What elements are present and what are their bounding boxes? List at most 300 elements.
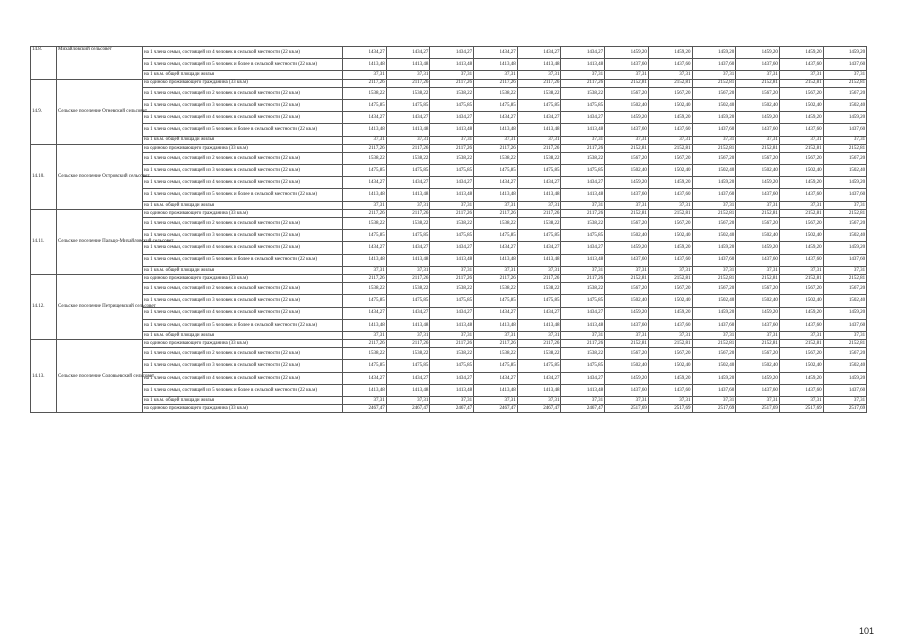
- value-cell: 1567,20: [736, 348, 780, 360]
- value-cell: 37,31: [605, 136, 649, 144]
- value-cell: 1434,27: [430, 372, 474, 384]
- value-cell: 1538,22: [430, 283, 474, 295]
- settlement-name-cell: Сельское поселение Соловьевский сельсовет: [57, 340, 143, 413]
- value-cell: 1459,20: [779, 307, 823, 319]
- table-row: [31, 59, 867, 71]
- category-cell: на одиноко проживающего гражданина (33 кв.м): [143, 209, 343, 217]
- settlement-name-cell: Сельское поселение Петрищевский сельсовет: [57, 274, 143, 339]
- value-cell: 2152,81: [605, 340, 649, 348]
- value-cell: 1413,48: [517, 59, 561, 71]
- value-cell: 1413,48: [430, 59, 474, 71]
- value-cell: 1413,48: [430, 124, 474, 136]
- value-cell: 2117,26: [343, 340, 387, 348]
- value-cell: 1434,27: [386, 177, 430, 189]
- table-row: [31, 165, 867, 177]
- value-cell: 1459,20: [648, 47, 692, 59]
- value-cell: 1502,40: [823, 230, 867, 242]
- value-cell: 1437,60: [779, 189, 823, 201]
- value-cell: 37,31: [736, 266, 780, 274]
- value-cell: 1538,22: [561, 87, 605, 99]
- value-cell: 2117,26: [343, 274, 387, 282]
- value-cell: 1437,60: [736, 59, 780, 71]
- value-cell: 2117,26: [517, 144, 561, 152]
- value-cell: 1502,40: [779, 165, 823, 177]
- value-cell: 1434,27: [561, 372, 605, 384]
- category-cell: на 1 члена семьи, состоящей из 5 человек и более в сельской местности (22 кв.м): [143, 124, 343, 136]
- row-number-cell: 14.12.: [31, 274, 57, 339]
- category-cell: на одиноко проживающего гражданина (33 кв.м): [143, 405, 343, 413]
- value-cell: 37,31: [692, 201, 736, 209]
- value-cell: 37,31: [343, 397, 387, 405]
- value-cell: 37,31: [430, 266, 474, 274]
- value-cell: 37,31: [779, 331, 823, 339]
- value-cell: 1475,85: [430, 99, 474, 111]
- value-cell: 37,31: [386, 331, 430, 339]
- category-cell: на 1 члена семьи, состоящей из 5 человек и более в сельской местности (22 кв.м): [143, 59, 343, 71]
- table-body: [31, 47, 867, 413]
- value-cell: 1502,40: [605, 360, 649, 372]
- value-cell: 1459,20: [692, 47, 736, 59]
- value-cell: 1538,22: [517, 87, 561, 99]
- value-cell: 1413,48: [430, 254, 474, 266]
- value-cell: 1459,20: [692, 112, 736, 124]
- value-cell: 1437,60: [605, 319, 649, 331]
- table-row: [31, 266, 867, 274]
- value-cell: 1437,60: [823, 189, 867, 201]
- value-cell: 1475,85: [430, 165, 474, 177]
- value-cell: 37,31: [517, 331, 561, 339]
- value-cell: 2467,47: [474, 405, 518, 413]
- value-cell: 1434,27: [561, 112, 605, 124]
- value-cell: 2152,81: [779, 340, 823, 348]
- value-cell: 1538,22: [474, 348, 518, 360]
- value-cell: 2117,26: [386, 209, 430, 217]
- row-number-cell: 14.8.: [31, 47, 57, 80]
- settlement-name-cell: Михайловский сельсовет: [57, 47, 143, 80]
- value-cell: 1459,20: [692, 372, 736, 384]
- row-number-cell: 14.10.: [31, 144, 57, 209]
- table-row: [31, 218, 867, 230]
- value-cell: 2152,81: [692, 79, 736, 87]
- value-cell: 1437,60: [692, 254, 736, 266]
- value-cell: 1434,27: [561, 47, 605, 59]
- value-cell: 1434,27: [343, 112, 387, 124]
- value-cell: 2117,26: [430, 79, 474, 87]
- value-cell: 1567,20: [823, 283, 867, 295]
- value-cell: 1475,85: [386, 360, 430, 372]
- value-cell: 1434,27: [561, 242, 605, 254]
- value-cell: 2117,26: [386, 79, 430, 87]
- value-cell: 1567,20: [823, 348, 867, 360]
- value-cell: 1413,48: [386, 189, 430, 201]
- value-cell: 37,31: [823, 266, 867, 274]
- value-cell: 1538,22: [517, 348, 561, 360]
- value-cell: 37,31: [605, 71, 649, 79]
- value-cell: 1502,40: [823, 165, 867, 177]
- settlement-name-cell: Сельское поселение Пальцо-Михайловский сельсовет: [57, 209, 143, 274]
- value-cell: 1502,40: [648, 295, 692, 307]
- value-cell: 1475,85: [561, 360, 605, 372]
- value-cell: 2152,81: [648, 340, 692, 348]
- value-cell: 2117,26: [561, 209, 605, 217]
- value-cell: 1567,20: [605, 87, 649, 99]
- table-row: [31, 254, 867, 266]
- value-cell: 1475,85: [474, 165, 518, 177]
- value-cell: 1538,22: [517, 218, 561, 230]
- value-cell: 1434,27: [430, 47, 474, 59]
- value-cell: 1413,48: [517, 319, 561, 331]
- table-row: [31, 87, 867, 99]
- value-cell: 1567,20: [605, 152, 649, 164]
- table-row: [31, 144, 867, 152]
- value-cell: 1413,48: [386, 254, 430, 266]
- value-cell: 1538,22: [386, 218, 430, 230]
- value-cell: 1459,20: [736, 372, 780, 384]
- value-cell: 1502,40: [648, 99, 692, 111]
- value-cell: 1475,85: [561, 165, 605, 177]
- value-cell: 37,31: [823, 201, 867, 209]
- category-cell: на 1 члена семьи, состоящей из 5 человек и более в сельской местности (22 кв.м): [143, 254, 343, 266]
- value-cell: 1475,85: [343, 165, 387, 177]
- value-cell: 1567,20: [823, 218, 867, 230]
- value-cell: 1437,60: [779, 319, 823, 331]
- value-cell: 1538,22: [561, 348, 605, 360]
- value-cell: 37,31: [605, 266, 649, 274]
- value-cell: 37,31: [561, 331, 605, 339]
- table-row: [31, 152, 867, 164]
- category-cell: на 1 члена семьи, состоящей из 4 человек в сельской местности (22 кв.м): [143, 242, 343, 254]
- value-cell: 2117,26: [386, 144, 430, 152]
- value-cell: 1567,20: [605, 283, 649, 295]
- value-cell: 37,31: [692, 266, 736, 274]
- value-cell: 1434,27: [430, 242, 474, 254]
- value-cell: 1413,48: [343, 384, 387, 396]
- value-cell: 1538,22: [561, 152, 605, 164]
- value-cell: 1502,40: [736, 230, 780, 242]
- table-row: [31, 99, 867, 111]
- value-cell: 1434,27: [517, 177, 561, 189]
- value-cell: 1437,60: [823, 319, 867, 331]
- value-cell: 1434,27: [343, 307, 387, 319]
- table-row: [31, 201, 867, 209]
- value-cell: 1434,27: [430, 307, 474, 319]
- value-cell: 2117,26: [343, 79, 387, 87]
- table-row: [31, 136, 867, 144]
- table-row: [31, 112, 867, 124]
- value-cell: 2117,26: [386, 340, 430, 348]
- value-cell: 1459,20: [823, 307, 867, 319]
- value-cell: 37,31: [430, 136, 474, 144]
- value-cell: 37,31: [692, 331, 736, 339]
- value-cell: 1413,48: [561, 384, 605, 396]
- value-cell: 2467,47: [430, 405, 474, 413]
- value-cell: 1475,85: [517, 360, 561, 372]
- value-cell: 1567,20: [692, 348, 736, 360]
- value-cell: 37,31: [343, 71, 387, 79]
- value-cell: 1434,27: [343, 47, 387, 59]
- value-cell: 2152,81: [605, 79, 649, 87]
- row-number-cell: 14.9.: [31, 79, 57, 144]
- value-cell: 37,31: [517, 71, 561, 79]
- value-cell: 1437,60: [605, 124, 649, 136]
- table-row: [31, 177, 867, 189]
- value-cell: 2152,81: [736, 79, 780, 87]
- value-cell: 1434,27: [386, 242, 430, 254]
- value-cell: 1567,20: [648, 87, 692, 99]
- value-cell: 1459,20: [648, 372, 692, 384]
- value-cell: 1502,40: [648, 230, 692, 242]
- value-cell: 1437,60: [648, 319, 692, 331]
- value-cell: 2117,26: [474, 79, 518, 87]
- value-cell: 1502,40: [648, 360, 692, 372]
- value-cell: 1413,48: [561, 124, 605, 136]
- value-cell: 1437,60: [692, 124, 736, 136]
- value-cell: 1437,60: [692, 189, 736, 201]
- value-cell: 1567,20: [692, 218, 736, 230]
- value-cell: 1567,20: [823, 87, 867, 99]
- value-cell: 2117,26: [561, 79, 605, 87]
- value-cell: 1538,22: [343, 283, 387, 295]
- value-cell: 1502,40: [736, 295, 780, 307]
- category-cell: на 1 члена семьи, состоящей из 4 человек в сельской местности (22 кв.м): [143, 372, 343, 384]
- value-cell: 1413,48: [386, 319, 430, 331]
- value-cell: 1459,20: [823, 242, 867, 254]
- value-cell: 37,31: [343, 136, 387, 144]
- table-row: [31, 348, 867, 360]
- value-cell: 1475,85: [343, 360, 387, 372]
- value-cell: 1475,85: [343, 230, 387, 242]
- value-cell: 1413,48: [474, 189, 518, 201]
- value-cell: 1567,20: [648, 283, 692, 295]
- value-cell: 1538,22: [386, 283, 430, 295]
- value-cell: 1437,60: [779, 59, 823, 71]
- value-cell: 1538,22: [517, 283, 561, 295]
- value-cell: 1413,48: [343, 124, 387, 136]
- value-cell: 37,31: [474, 331, 518, 339]
- value-cell: 1434,27: [430, 177, 474, 189]
- value-cell: 37,31: [343, 201, 387, 209]
- value-cell: 2152,81: [823, 340, 867, 348]
- value-cell: 2467,47: [343, 405, 387, 413]
- table-row: [31, 209, 867, 217]
- value-cell: 1459,20: [648, 177, 692, 189]
- value-cell: 1437,60: [736, 384, 780, 396]
- settlement-name-cell: Сельское поселение Огневский сельсовет: [57, 79, 143, 144]
- value-cell: 37,31: [692, 136, 736, 144]
- value-cell: 37,31: [648, 397, 692, 405]
- value-cell: 1434,27: [474, 177, 518, 189]
- value-cell: 2152,81: [779, 209, 823, 217]
- value-cell: 1459,20: [779, 242, 823, 254]
- value-cell: 1475,85: [474, 295, 518, 307]
- value-cell: 1567,20: [648, 348, 692, 360]
- value-cell: 1437,60: [823, 124, 867, 136]
- value-cell: 1502,40: [605, 295, 649, 307]
- value-cell: 1502,40: [605, 230, 649, 242]
- category-cell: на 1 кв.м. общей площади жилья: [143, 71, 343, 79]
- value-cell: 1437,60: [692, 59, 736, 71]
- value-cell: 1502,40: [736, 165, 780, 177]
- value-cell: 2152,81: [648, 79, 692, 87]
- value-cell: 1413,48: [474, 59, 518, 71]
- value-cell: 1437,60: [823, 384, 867, 396]
- value-cell: 1567,20: [736, 87, 780, 99]
- value-cell: 1437,60: [648, 189, 692, 201]
- value-cell: 1434,27: [517, 112, 561, 124]
- value-cell: 1413,48: [561, 319, 605, 331]
- value-cell: 37,31: [561, 71, 605, 79]
- category-cell: на 1 члена семьи, состоящей из 3 человек в сельской местности (22 кв.м): [143, 295, 343, 307]
- value-cell: 1413,48: [430, 384, 474, 396]
- value-cell: 37,31: [474, 136, 518, 144]
- value-cell: 1413,48: [386, 59, 430, 71]
- value-cell: 1413,48: [474, 384, 518, 396]
- value-cell: 37,31: [561, 397, 605, 405]
- value-cell: 1434,27: [517, 242, 561, 254]
- value-cell: 1502,40: [692, 360, 736, 372]
- value-cell: 1459,20: [692, 307, 736, 319]
- value-cell: 1459,20: [605, 177, 649, 189]
- value-cell: 2117,26: [561, 340, 605, 348]
- value-cell: 1475,85: [430, 360, 474, 372]
- value-cell: 1434,27: [474, 242, 518, 254]
- value-cell: 1459,20: [736, 112, 780, 124]
- value-cell: 1475,85: [517, 165, 561, 177]
- value-cell: 1475,85: [561, 230, 605, 242]
- value-cell: 2152,81: [692, 209, 736, 217]
- value-cell: 1413,48: [343, 254, 387, 266]
- value-cell: 1567,20: [736, 283, 780, 295]
- value-cell: 1538,22: [474, 283, 518, 295]
- value-cell: 1459,20: [823, 177, 867, 189]
- value-cell: 1437,60: [779, 384, 823, 396]
- value-cell: 1567,20: [605, 348, 649, 360]
- value-cell: 1437,60: [648, 384, 692, 396]
- value-cell: 2152,81: [692, 340, 736, 348]
- value-cell: 1538,22: [343, 87, 387, 99]
- value-cell: 1502,40: [692, 295, 736, 307]
- category-cell: на 1 члена семьи, состоящей из 5 человек и более в сельской местности (22 кв.м): [143, 189, 343, 201]
- value-cell: 1475,85: [517, 99, 561, 111]
- value-cell: 1475,85: [561, 99, 605, 111]
- value-cell: 1413,48: [561, 254, 605, 266]
- value-cell: 37,31: [823, 331, 867, 339]
- value-cell: 1437,60: [736, 124, 780, 136]
- value-cell: 37,31: [474, 71, 518, 79]
- value-cell: 1538,22: [561, 283, 605, 295]
- value-cell: 2117,26: [517, 274, 561, 282]
- value-cell: 1434,27: [561, 177, 605, 189]
- value-cell: 37,31: [386, 71, 430, 79]
- table-row: [31, 319, 867, 331]
- value-cell: 1567,20: [779, 218, 823, 230]
- value-cell: 1502,40: [605, 99, 649, 111]
- value-cell: 1434,27: [474, 307, 518, 319]
- value-cell: 1459,20: [823, 372, 867, 384]
- value-cell: 37,31: [561, 201, 605, 209]
- category-cell: на 1 члена семьи, состоящей из 3 человек в сельской местности (22 кв.м): [143, 230, 343, 242]
- category-cell: на одиноко проживающего гражданина (33 кв.м): [143, 79, 343, 87]
- value-cell: 1413,48: [343, 59, 387, 71]
- value-cell: 2117,26: [517, 79, 561, 87]
- table-row: [31, 47, 867, 59]
- value-cell: 1502,40: [823, 360, 867, 372]
- value-cell: 1475,85: [474, 99, 518, 111]
- value-cell: 37,31: [823, 136, 867, 144]
- value-cell: 2117,26: [430, 340, 474, 348]
- value-cell: 2117,26: [561, 274, 605, 282]
- value-cell: 1459,20: [605, 242, 649, 254]
- value-cell: 2152,81: [648, 209, 692, 217]
- value-cell: 1502,40: [692, 165, 736, 177]
- value-cell: 1459,20: [823, 47, 867, 59]
- value-cell: 2517,69: [823, 405, 867, 413]
- value-cell: 1459,20: [648, 242, 692, 254]
- value-cell: 2152,81: [648, 274, 692, 282]
- category-cell: на 1 члена семьи, состоящей из 2 человек в сельской местности (22 кв.м): [143, 152, 343, 164]
- value-cell: 1538,22: [474, 87, 518, 99]
- value-cell: 1437,60: [605, 189, 649, 201]
- value-cell: 37,31: [343, 331, 387, 339]
- value-cell: 1459,20: [605, 112, 649, 124]
- table-row: [31, 79, 867, 87]
- value-cell: 1475,85: [430, 295, 474, 307]
- value-cell: 2467,47: [561, 405, 605, 413]
- table-row: [31, 384, 867, 396]
- value-cell: 1437,60: [736, 319, 780, 331]
- table-row: [31, 405, 867, 413]
- value-cell: 37,31: [779, 266, 823, 274]
- value-cell: 1567,20: [648, 152, 692, 164]
- value-cell: 2117,26: [474, 340, 518, 348]
- value-cell: 2517,69: [779, 405, 823, 413]
- value-cell: 1437,60: [648, 59, 692, 71]
- value-cell: 1437,60: [736, 254, 780, 266]
- value-cell: 1434,27: [517, 372, 561, 384]
- category-cell: на 1 члена семьи, состоящей из 2 человек в сельской местности (22 кв.м): [143, 348, 343, 360]
- value-cell: 2117,26: [517, 209, 561, 217]
- value-cell: 1538,22: [430, 218, 474, 230]
- value-cell: 37,31: [823, 71, 867, 79]
- value-cell: 37,31: [605, 397, 649, 405]
- value-cell: 37,31: [779, 397, 823, 405]
- value-cell: 1413,48: [561, 189, 605, 201]
- value-cell: 1475,85: [343, 295, 387, 307]
- table-row: [31, 331, 867, 339]
- category-cell: на 1 члена семьи, состоящей из 3 человек в сельской местности (22 кв.м): [143, 99, 343, 111]
- value-cell: 2152,81: [823, 274, 867, 282]
- value-cell: 2117,26: [430, 209, 474, 217]
- value-cell: 37,31: [386, 201, 430, 209]
- value-cell: 2117,26: [343, 144, 387, 152]
- value-cell: 1459,20: [736, 242, 780, 254]
- value-cell: 1437,60: [736, 189, 780, 201]
- value-cell: 1538,22: [561, 218, 605, 230]
- value-cell: 2117,26: [561, 144, 605, 152]
- value-cell: 2117,26: [343, 209, 387, 217]
- value-cell: 1413,48: [474, 319, 518, 331]
- value-cell: 1538,22: [474, 152, 518, 164]
- value-cell: 2152,81: [648, 144, 692, 152]
- settlement-name-cell: Сельское поселение Островский сельсовет: [57, 144, 143, 209]
- value-cell: 2152,81: [692, 274, 736, 282]
- table-row: [31, 189, 867, 201]
- value-cell: 1567,20: [779, 348, 823, 360]
- category-cell: на одиноко проживающего гражданина (33 кв.м): [143, 144, 343, 152]
- value-cell: 37,31: [430, 71, 474, 79]
- value-cell: 37,31: [386, 397, 430, 405]
- value-cell: 1459,20: [648, 307, 692, 319]
